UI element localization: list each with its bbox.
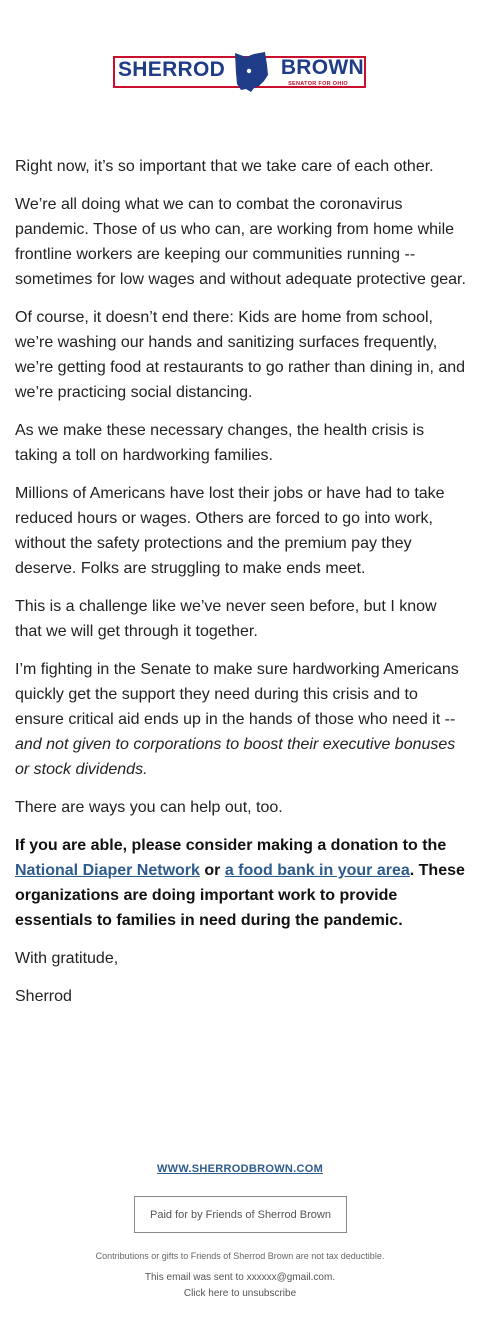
paragraph-4: As we make these necessary changes, the health crisis is taking a toll on hardworking families. xyxy=(15,422,425,464)
national-diaper-network-link[interactable]: National Diaper Network xyxy=(15,862,200,879)
paragraph-7-italic: and not given to corporations to boost their executive bonuses or stock dividends. xyxy=(15,736,456,778)
food-bank-link[interactable]: a food bank in your area xyxy=(224,862,410,879)
email-body xyxy=(15,154,467,1022)
ohio-state-icon xyxy=(232,51,270,93)
tax-disclaimer: Contributions or gifts to Friends of Sherrod Brown are not tax deductible. xyxy=(95,1251,385,1261)
paragraph-7-text: I’m fighting in the Senate to make sure hardworking Americans quickly get the support they need during this crisis and to ensure critical aid ends up in the hands of those who need it -- xyxy=(15,661,459,728)
website-link[interactable]: WWW.SHERRODBROWN.COM xyxy=(156,1163,324,1175)
paragraph-1: Right now, it’s so important that we take care of each other. xyxy=(15,158,434,175)
paragraph-6: This is a challenge like we’ve never seen before, but I know that we will get through it together. xyxy=(15,598,437,640)
paid-for-text: Paid for by Friends of Sherrod Brown xyxy=(150,1208,331,1221)
logo-right-text: BROWN xyxy=(280,56,364,79)
signature: Sherrod xyxy=(15,988,72,1005)
paragraph-3: Of course, it doesn’t end there: Kids are home from school, we’re washing our hands and sanitizing surfaces frequently, we’re getting food at restaurants to go rather than dining in, and we’re practicing social distancing. xyxy=(15,309,466,401)
donation-text-or: or xyxy=(199,862,225,879)
unsubscribe-link[interactable]: Click here to unsubscribe xyxy=(183,1288,297,1299)
donation-text-end: . These organizations are doing important work to provide essentials to families in need during the pandemic. xyxy=(15,862,465,929)
logo-subtitle: SENATOR FOR OHIO xyxy=(288,81,348,87)
sherrod-brown-logo[interactable] xyxy=(113,53,368,90)
logo-left-text: SHERROD xyxy=(118,58,226,81)
signoff: With gratitude, xyxy=(15,950,119,967)
paid-for-box xyxy=(134,1196,347,1233)
paragraph-8: There are ways you can help out, too. xyxy=(15,799,283,816)
donation-paragraph xyxy=(15,833,467,933)
paragraph-5: Millions of Americans have lost their jobs or have had to take reduced hours or wages. Others are forced to go into work, without the safety protections and the premium pay they deserve. Folks are struggling to make ends meet. xyxy=(15,485,445,577)
sent-to-notice: This email was sent to xxxxxx@gmail.com. xyxy=(144,1272,336,1283)
paragraph-7 xyxy=(15,657,467,782)
donation-text-start: If you are able, please consider making a donation to the xyxy=(15,837,447,854)
paragraph-2: We’re all doing what we can to combat the coronavirus pandemic. Those of us who can, are working from home while frontline workers are keeping our communities running -- sometimes for low wages and without adequate protective gear. xyxy=(15,196,466,288)
